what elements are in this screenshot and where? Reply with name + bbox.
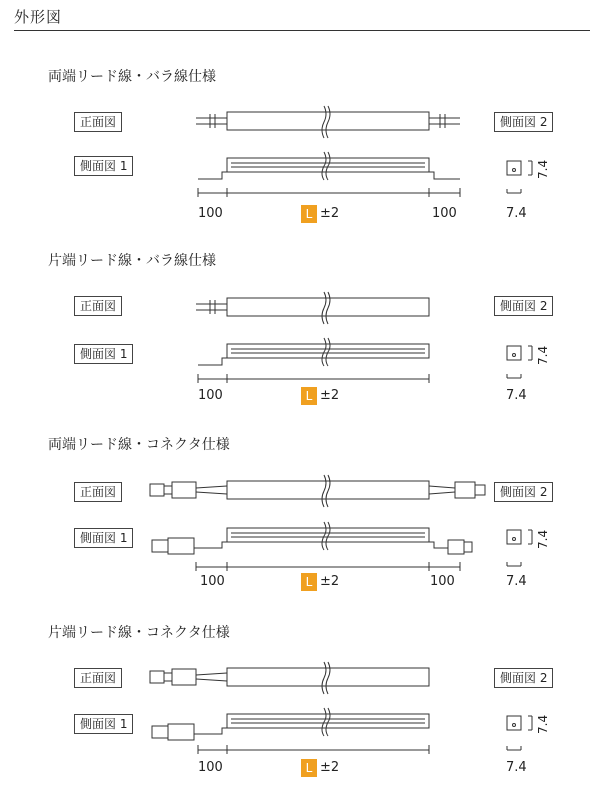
height-dimension: 7.4 [536, 529, 550, 549]
side-view-1-bar [152, 522, 472, 554]
length-l-badge: L [301, 387, 317, 405]
side-view-1-bar [198, 152, 460, 180]
section-one-lead-loose [0, 250, 600, 440]
length-tolerance: ±2 [320, 574, 340, 589]
side-view-2-label: 側面図 2 [494, 296, 553, 316]
section-both-leads-loose [0, 66, 600, 256]
length-dimension [196, 562, 460, 571]
side-view-1-label: 側面図 1 [74, 528, 133, 548]
drawing-one-lead-loose [0, 250, 600, 440]
lead-length-right: 100 [430, 574, 455, 589]
side-view-2-profile [507, 530, 532, 566]
length-dimension [198, 374, 429, 383]
section-title: 片端リード線・バラ線仕様 [48, 253, 216, 269]
side-view-2-label: 側面図 2 [494, 112, 553, 132]
side-view-1-label: 側面図 1 [74, 156, 133, 176]
side-view-2-label: 側面図 2 [494, 668, 553, 688]
height-dimension: 7.4 [536, 714, 550, 734]
section-title: 両端リード線・バラ線仕様 [48, 69, 216, 85]
length-l-badge: L [301, 573, 317, 591]
lead-length-left: 100 [198, 206, 223, 221]
page-title: 外形図 [14, 8, 63, 26]
section-title: 片端リード線・コネクタ仕様 [48, 625, 230, 641]
width-dimension: 7.4 [506, 760, 527, 775]
length-dimension [198, 745, 429, 754]
length-l-badge: L [301, 205, 317, 223]
lead-length-left: 100 [200, 574, 225, 589]
drawing-both-leads-loose [0, 66, 600, 256]
side-view-2-profile [507, 346, 532, 378]
drawing-both-leads-connector [0, 434, 600, 624]
length-tolerance: ±2 [320, 760, 340, 775]
drawing-one-lead-connector [0, 622, 600, 812]
side-view-1-bar [152, 708, 429, 740]
lead-length-left: 100 [198, 760, 223, 775]
front-view-bar [196, 106, 460, 138]
height-dimension: 7.4 [536, 345, 550, 365]
side-view-2-label: 側面図 2 [494, 482, 553, 502]
section-title: 両端リード線・コネクタ仕様 [48, 437, 230, 453]
height-dimension: 7.4 [536, 159, 550, 179]
lead-length-right: 100 [432, 206, 457, 221]
front-view-bar [150, 662, 429, 694]
front-view-bar [150, 475, 485, 507]
title-divider [14, 30, 590, 31]
width-dimension: 7.4 [506, 388, 527, 403]
side-view-2-profile [507, 161, 532, 193]
section-both-leads-connector [0, 434, 600, 624]
width-dimension: 7.4 [506, 574, 527, 589]
front-view-label: 正面図 [74, 296, 122, 316]
front-view-label: 正面図 [74, 668, 122, 688]
side-view-1-label: 側面図 1 [74, 344, 133, 364]
length-l-badge: L [301, 759, 317, 777]
lead-length-left: 100 [198, 388, 223, 403]
width-dimension: 7.4 [506, 206, 527, 221]
side-view-1-label: 側面図 1 [74, 714, 133, 734]
section-one-lead-connector [0, 622, 600, 812]
side-view-2-profile [507, 716, 532, 750]
length-dimension [198, 188, 460, 197]
front-view-label: 正面図 [74, 482, 122, 502]
length-tolerance: ±2 [320, 206, 340, 221]
length-tolerance: ±2 [320, 388, 340, 403]
front-view-bar [196, 292, 429, 324]
side-view-1-bar [198, 338, 429, 366]
front-view-label: 正面図 [74, 112, 122, 132]
